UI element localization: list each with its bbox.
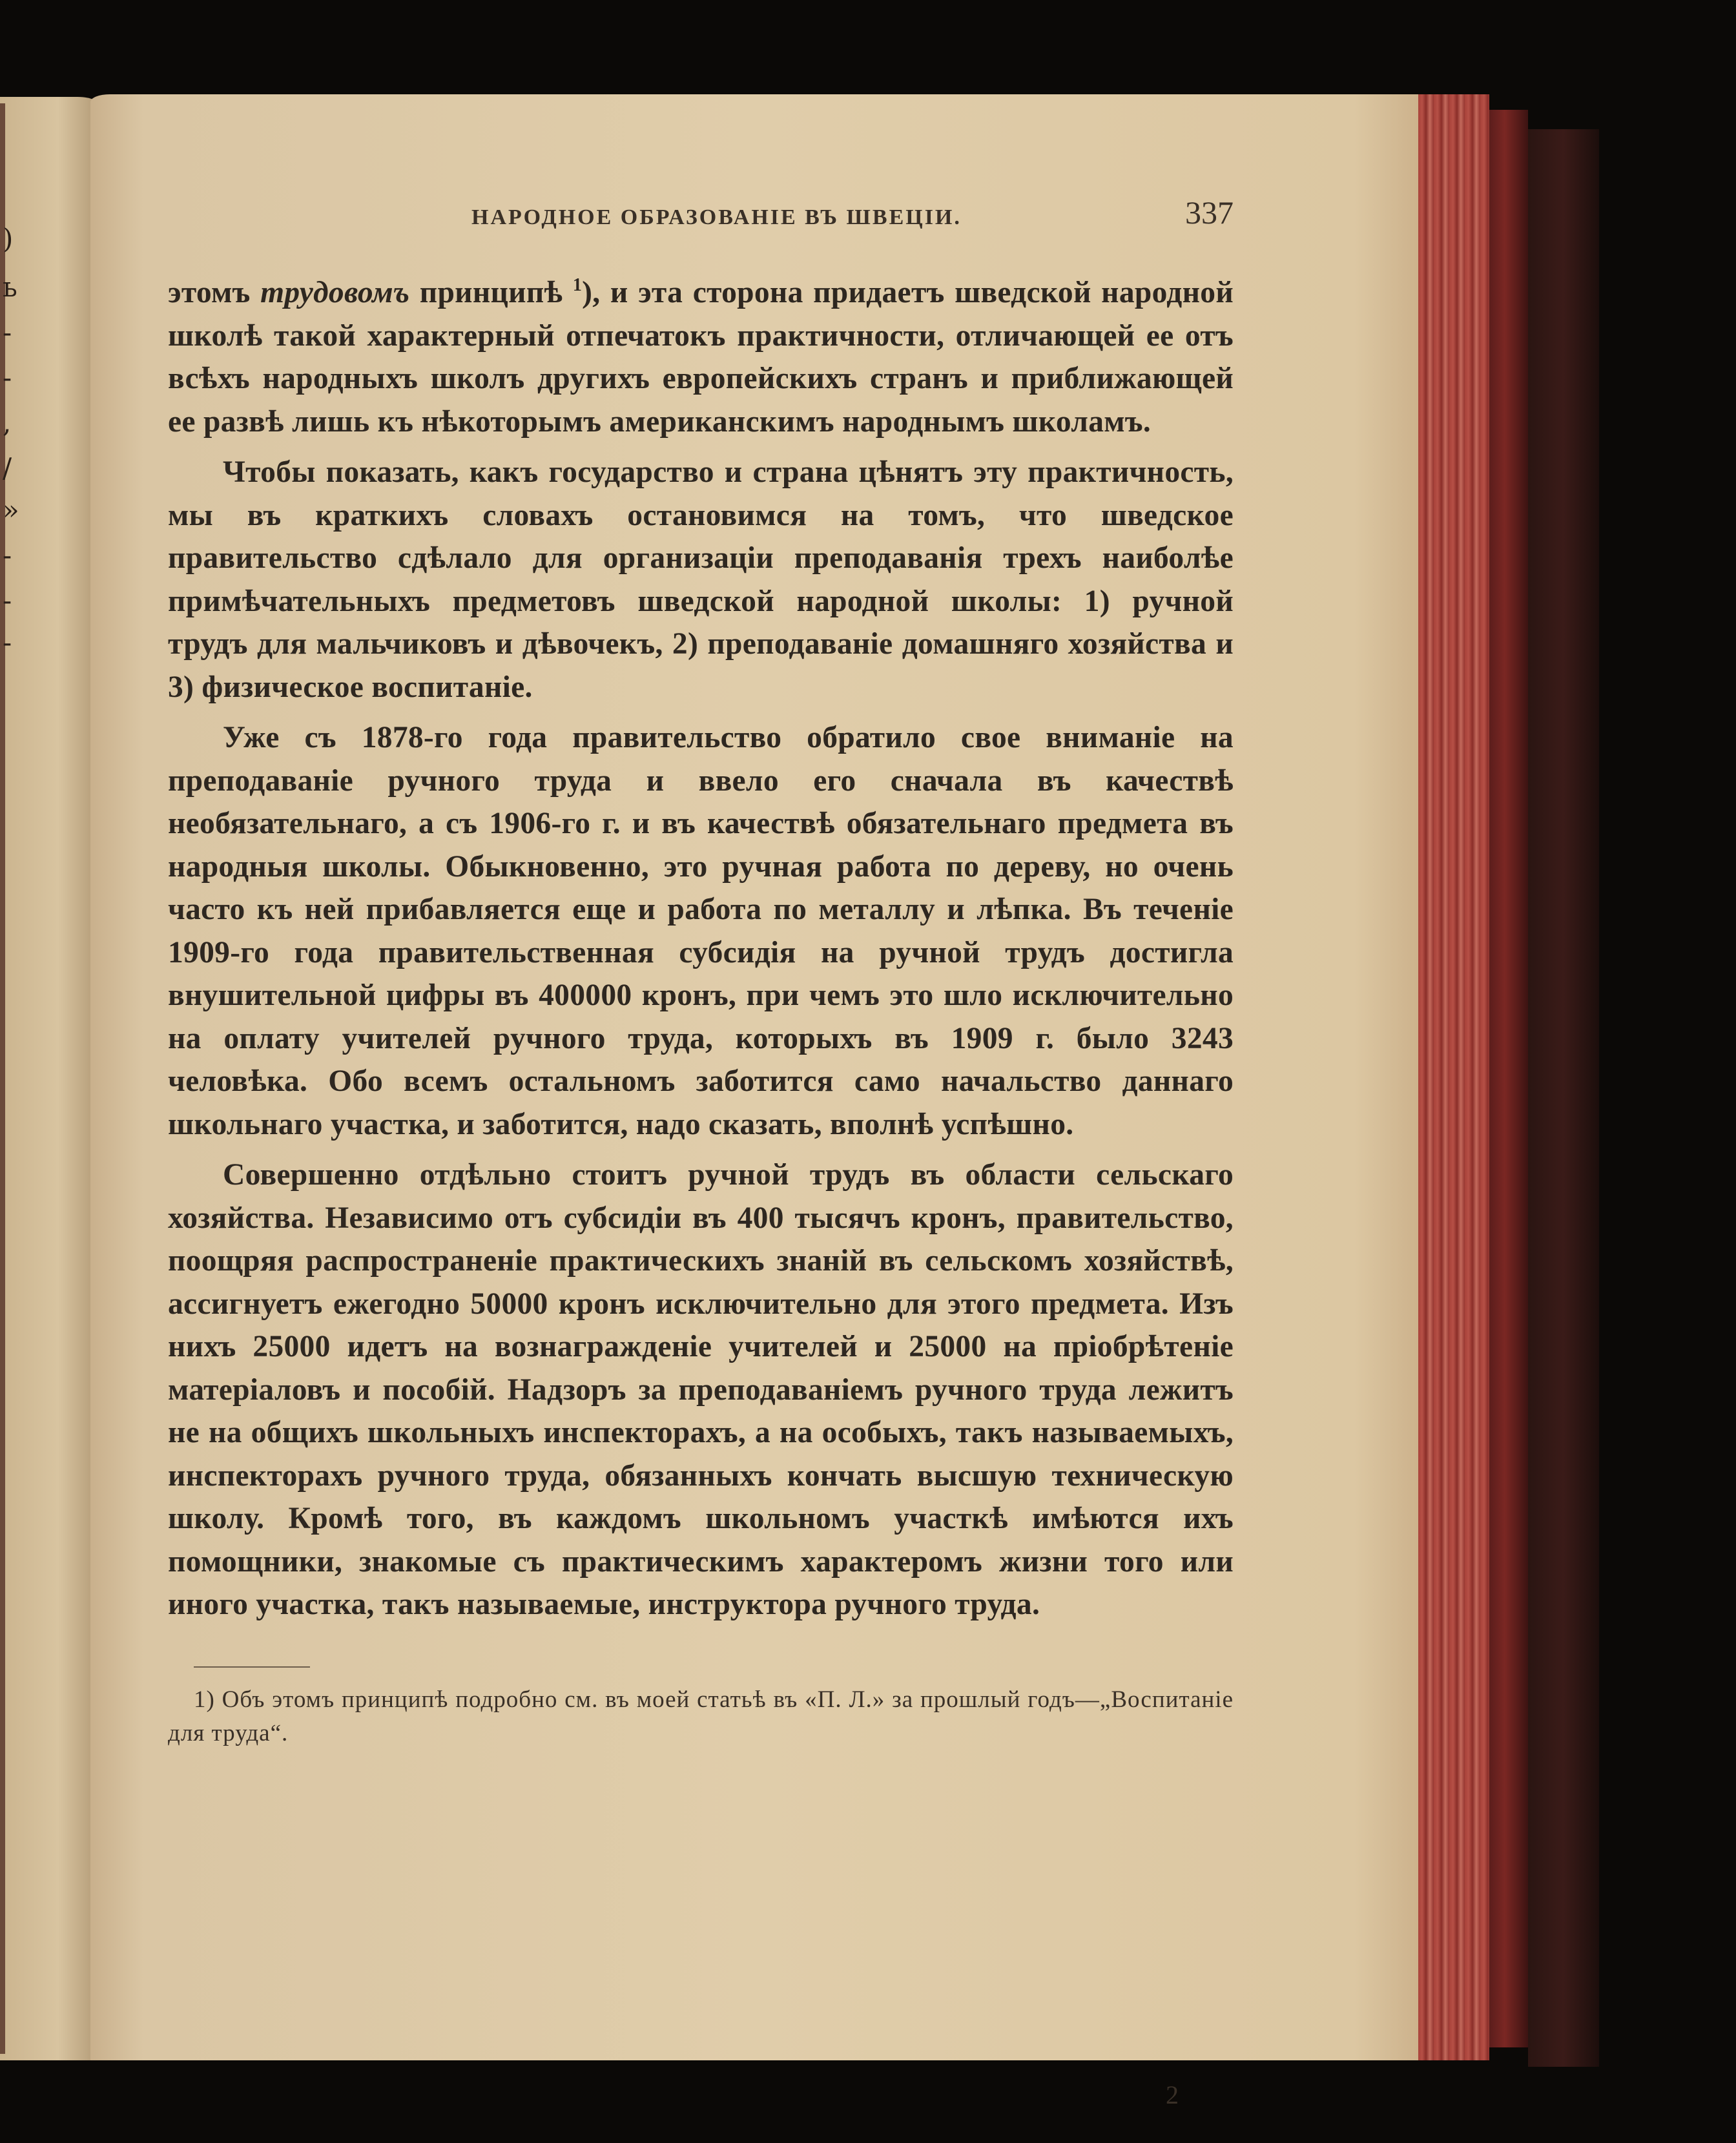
paragraph-4: Совершенно отдѣльно стоитъ ручной трудъ въ области сельскаго хозяйства. Независимо отъ субсидіи въ 400 тысячъ кронъ, правительство, поощряя распространеніе практическихъ знаній въ сельскомъ хозяйствѣ, ассигнуетъ ежегодно 50000 кронъ исключительно для этого предмета. Изъ нихъ 25000 идетъ на вознагражденіе учителей и 25000 на пріобрѣтеніе матеріаловъ и пособій. Надзоръ за преподаваніемъ ручного труда лежитъ не на общихъ школьныхъ инспекторахъ, а на особыхъ, такъ называемыхъ, инспекторахъ ручного труда, обязанныхъ кончать высшую техническую школу. Кромѣ того, въ каждомъ школьномъ участкѣ имѣются ихъ помощники, знакомые съ практическимъ характеромъ жизни того или иного участка, такъ называемые, инструктора ручного труда. — [168, 1158, 1234, 1621]
fore-edge-red — [1418, 94, 1489, 2060]
footnote: 1) Объ этомъ принципѣ подробно см. въ моей статьѣ въ «П. Л.» за прошлый годъ—„Воспитаніе для труда“. — [168, 1686, 1234, 1746]
left-margin-char: - — [3, 316, 12, 348]
previous-page-binding — [0, 103, 5, 2054]
running-head — [168, 194, 1234, 245]
left-margin-char: / — [3, 452, 12, 484]
signature-number: 2 — [1166, 2080, 1179, 2109]
left-margin-char: , — [3, 407, 12, 439]
previous-page-edge — [0, 97, 97, 2060]
running-head-title: НАРОДНОЕ ОБРАЗОВАНІЕ ВЪ ШВЕЦІИ. — [471, 205, 962, 229]
paragraph-1-text-b: принципѣ — [409, 276, 573, 309]
footnote-ref: 1 — [572, 275, 583, 295]
left-margin-char: - — [3, 362, 12, 393]
paragraph-2: Чтобы показать, какъ государство и страна цѣнятъ эту практичность, мы въ краткихъ словахъ остановимся на томъ, что шведское правительство сдѣлало для организаціи преподаванія трехъ наиболѣе примѣчательныхъ предметовъ шведской народной школы: 1) ручной трудъ для мальчиковъ и дѣвочекъ, 2) преподаваніе домашняго хозяйства и 3) физическое воспитаніе. — [168, 455, 1234, 704]
left-margin-char: ) — [3, 223, 14, 254]
body-text — [168, 271, 1234, 1626]
left-margin-char: - — [3, 585, 12, 616]
paragraph-3: Уже съ 1878-го года правительство обратило свое вниманіе на преподаваніе ручного труда и ввело его сначала въ качествѣ необязательнаго, а съ 1906-го г. и въ качествѣ обязательнаго предмета въ народныя школы. Обыкновенно, это ручная работа по дереву, но очень часто къ ней прибавляется еще и работа по металлу и лѣпка. Въ теченіе 1909-го года правительственная субсидія на ручной трудъ достигла внушительной цифры въ 400000 кронъ, при чемъ это шло исключительно на оплату учителей ручного труда, которыхъ въ 1909 г. было 3243 человѣка. Обо всемъ остальномъ заботится само начальство даннаго школьнаго участка, и заботится, надо сказать, вполнѣ успѣшно. — [168, 721, 1234, 1141]
page-number: 337 — [1185, 194, 1234, 231]
footnote-divider — [194, 1666, 310, 1668]
paragraph-1-text-c: ), и эта сторона придаетъ шведской народной школѣ такой характерный отпечатокъ практичности, отличающей ее отъ всѣхъ народныхъ школъ другихъ европейскихъ странъ и приближающей ее развѣ лишь къ нѣкоторымъ американскимъ народнымъ школамъ. — [168, 276, 1234, 439]
left-margin-char: - — [3, 626, 12, 658]
book-cover — [1528, 129, 1599, 2067]
page-content — [168, 194, 1234, 1750]
left-margin-char: ь — [3, 271, 17, 303]
fore-edge-shadow — [1489, 110, 1528, 2047]
left-margin-char: - — [3, 539, 12, 571]
left-margin-char: » — [3, 494, 19, 526]
paragraph-1 — [168, 271, 1234, 443]
italic-word: трудовомъ — [260, 276, 410, 309]
paragraph-1-text-a: этомъ — [168, 276, 261, 309]
